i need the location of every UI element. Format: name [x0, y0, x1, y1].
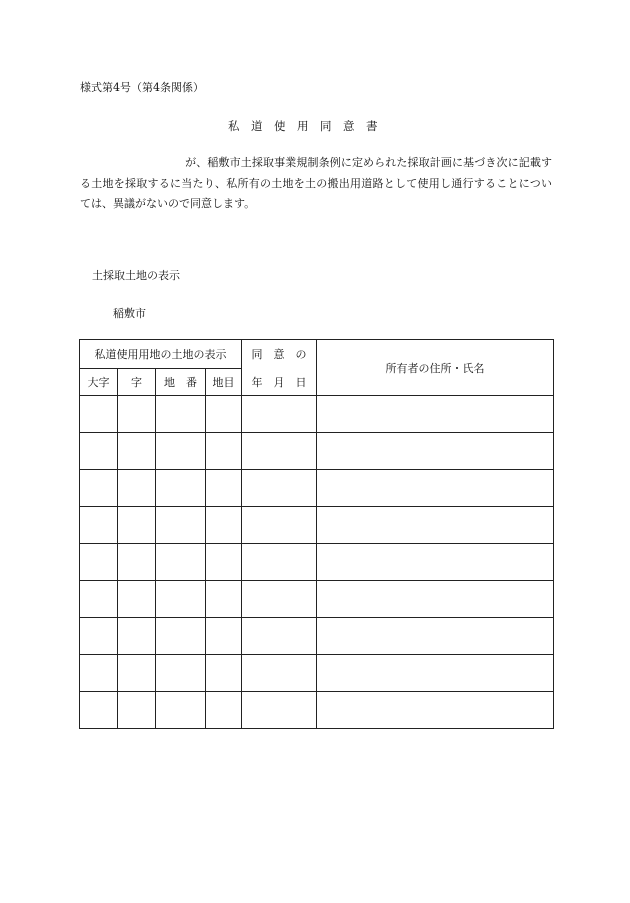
document-title: 私 道 使 用 同 意 書 — [228, 119, 378, 133]
table-cell[interactable] — [156, 507, 206, 544]
table-row — [80, 544, 554, 581]
table-cell[interactable] — [118, 692, 156, 729]
table-cell[interactable] — [242, 507, 317, 544]
table-cell[interactable] — [80, 692, 118, 729]
col-aza-header: 字 — [118, 369, 156, 396]
table-cell[interactable] — [156, 618, 206, 655]
table-cell[interactable] — [156, 544, 206, 581]
table-cell[interactable] — [317, 433, 554, 470]
table-cell[interactable] — [156, 655, 206, 692]
col-chimoku-header: 地目 — [206, 369, 242, 396]
table-cell[interactable] — [118, 581, 156, 618]
table-cell[interactable] — [206, 433, 242, 470]
table-cell[interactable] — [317, 396, 554, 433]
table-cell[interactable] — [206, 507, 242, 544]
table-cell[interactable] — [206, 470, 242, 507]
table-cell[interactable] — [118, 396, 156, 433]
table-cell[interactable] — [242, 396, 317, 433]
table-cell[interactable] — [118, 507, 156, 544]
table-cell[interactable] — [156, 692, 206, 729]
table-cell[interactable] — [118, 655, 156, 692]
table-cell[interactable] — [206, 655, 242, 692]
table-cell[interactable] — [118, 618, 156, 655]
table-cell[interactable] — [156, 470, 206, 507]
section-heading: 土採取土地の表示 — [92, 269, 180, 282]
table-cell[interactable] — [118, 433, 156, 470]
table-cell[interactable] — [242, 470, 317, 507]
table-cell[interactable] — [206, 396, 242, 433]
table-cell[interactable] — [317, 692, 554, 729]
table-cell[interactable] — [156, 433, 206, 470]
table-cell[interactable] — [80, 544, 118, 581]
table-cell[interactable] — [242, 433, 317, 470]
table-cell[interactable] — [317, 507, 554, 544]
table-row — [80, 507, 554, 544]
table-row — [80, 581, 554, 618]
table-cell[interactable] — [80, 396, 118, 433]
table-row — [80, 433, 554, 470]
table-cell[interactable] — [317, 581, 554, 618]
table-cell[interactable] — [118, 544, 156, 581]
city-name: 稲敷市 — [113, 307, 146, 320]
table-cell[interactable] — [80, 618, 118, 655]
table-cell[interactable] — [80, 470, 118, 507]
table-row — [80, 396, 554, 433]
land-display-header: 私道使用用地の土地の表示 — [80, 340, 242, 369]
table-cell[interactable] — [242, 544, 317, 581]
col-oaza-header: 大字 — [80, 369, 118, 396]
table-cell[interactable] — [80, 581, 118, 618]
consent-body-text: が、稲敷市土採取事業規制条例に定められた採取計画に基づき次に記載する土地を採取するに当たり、私所有の土地を土の搬出用道路として使用し通行することについては、異議がないので同意します。 — [80, 156, 552, 210]
col-chiban-header: 地 番 — [156, 369, 206, 396]
table-row — [80, 618, 554, 655]
table-cell[interactable] — [317, 470, 554, 507]
table-cell[interactable] — [242, 655, 317, 692]
table-cell[interactable] — [80, 433, 118, 470]
consent-date-header-top: 同 意 の — [242, 340, 317, 369]
table-cell[interactable] — [317, 655, 554, 692]
table-cell[interactable] — [156, 581, 206, 618]
table-cell[interactable] — [118, 470, 156, 507]
table-cell[interactable] — [206, 544, 242, 581]
table-row — [80, 470, 554, 507]
consent-date-header-bottom: 年 月 日 — [242, 369, 317, 396]
table-cell[interactable] — [242, 581, 317, 618]
table-cell[interactable] — [80, 655, 118, 692]
table-cell[interactable] — [242, 618, 317, 655]
table-cell[interactable] — [242, 692, 317, 729]
table-cell[interactable] — [80, 507, 118, 544]
consent-body — [80, 153, 552, 215]
table-cell[interactable] — [317, 618, 554, 655]
owner-header: 所有者の住所・氏名 — [317, 340, 554, 396]
table-cell[interactable] — [156, 396, 206, 433]
land-table — [79, 339, 554, 729]
table-cell[interactable] — [206, 581, 242, 618]
table-row — [80, 655, 554, 692]
form-number: 様式第4号（第4条関係） — [80, 81, 204, 94]
table-cell[interactable] — [206, 618, 242, 655]
table-cell[interactable] — [206, 692, 242, 729]
table-row — [80, 692, 554, 729]
table-cell[interactable] — [317, 544, 554, 581]
